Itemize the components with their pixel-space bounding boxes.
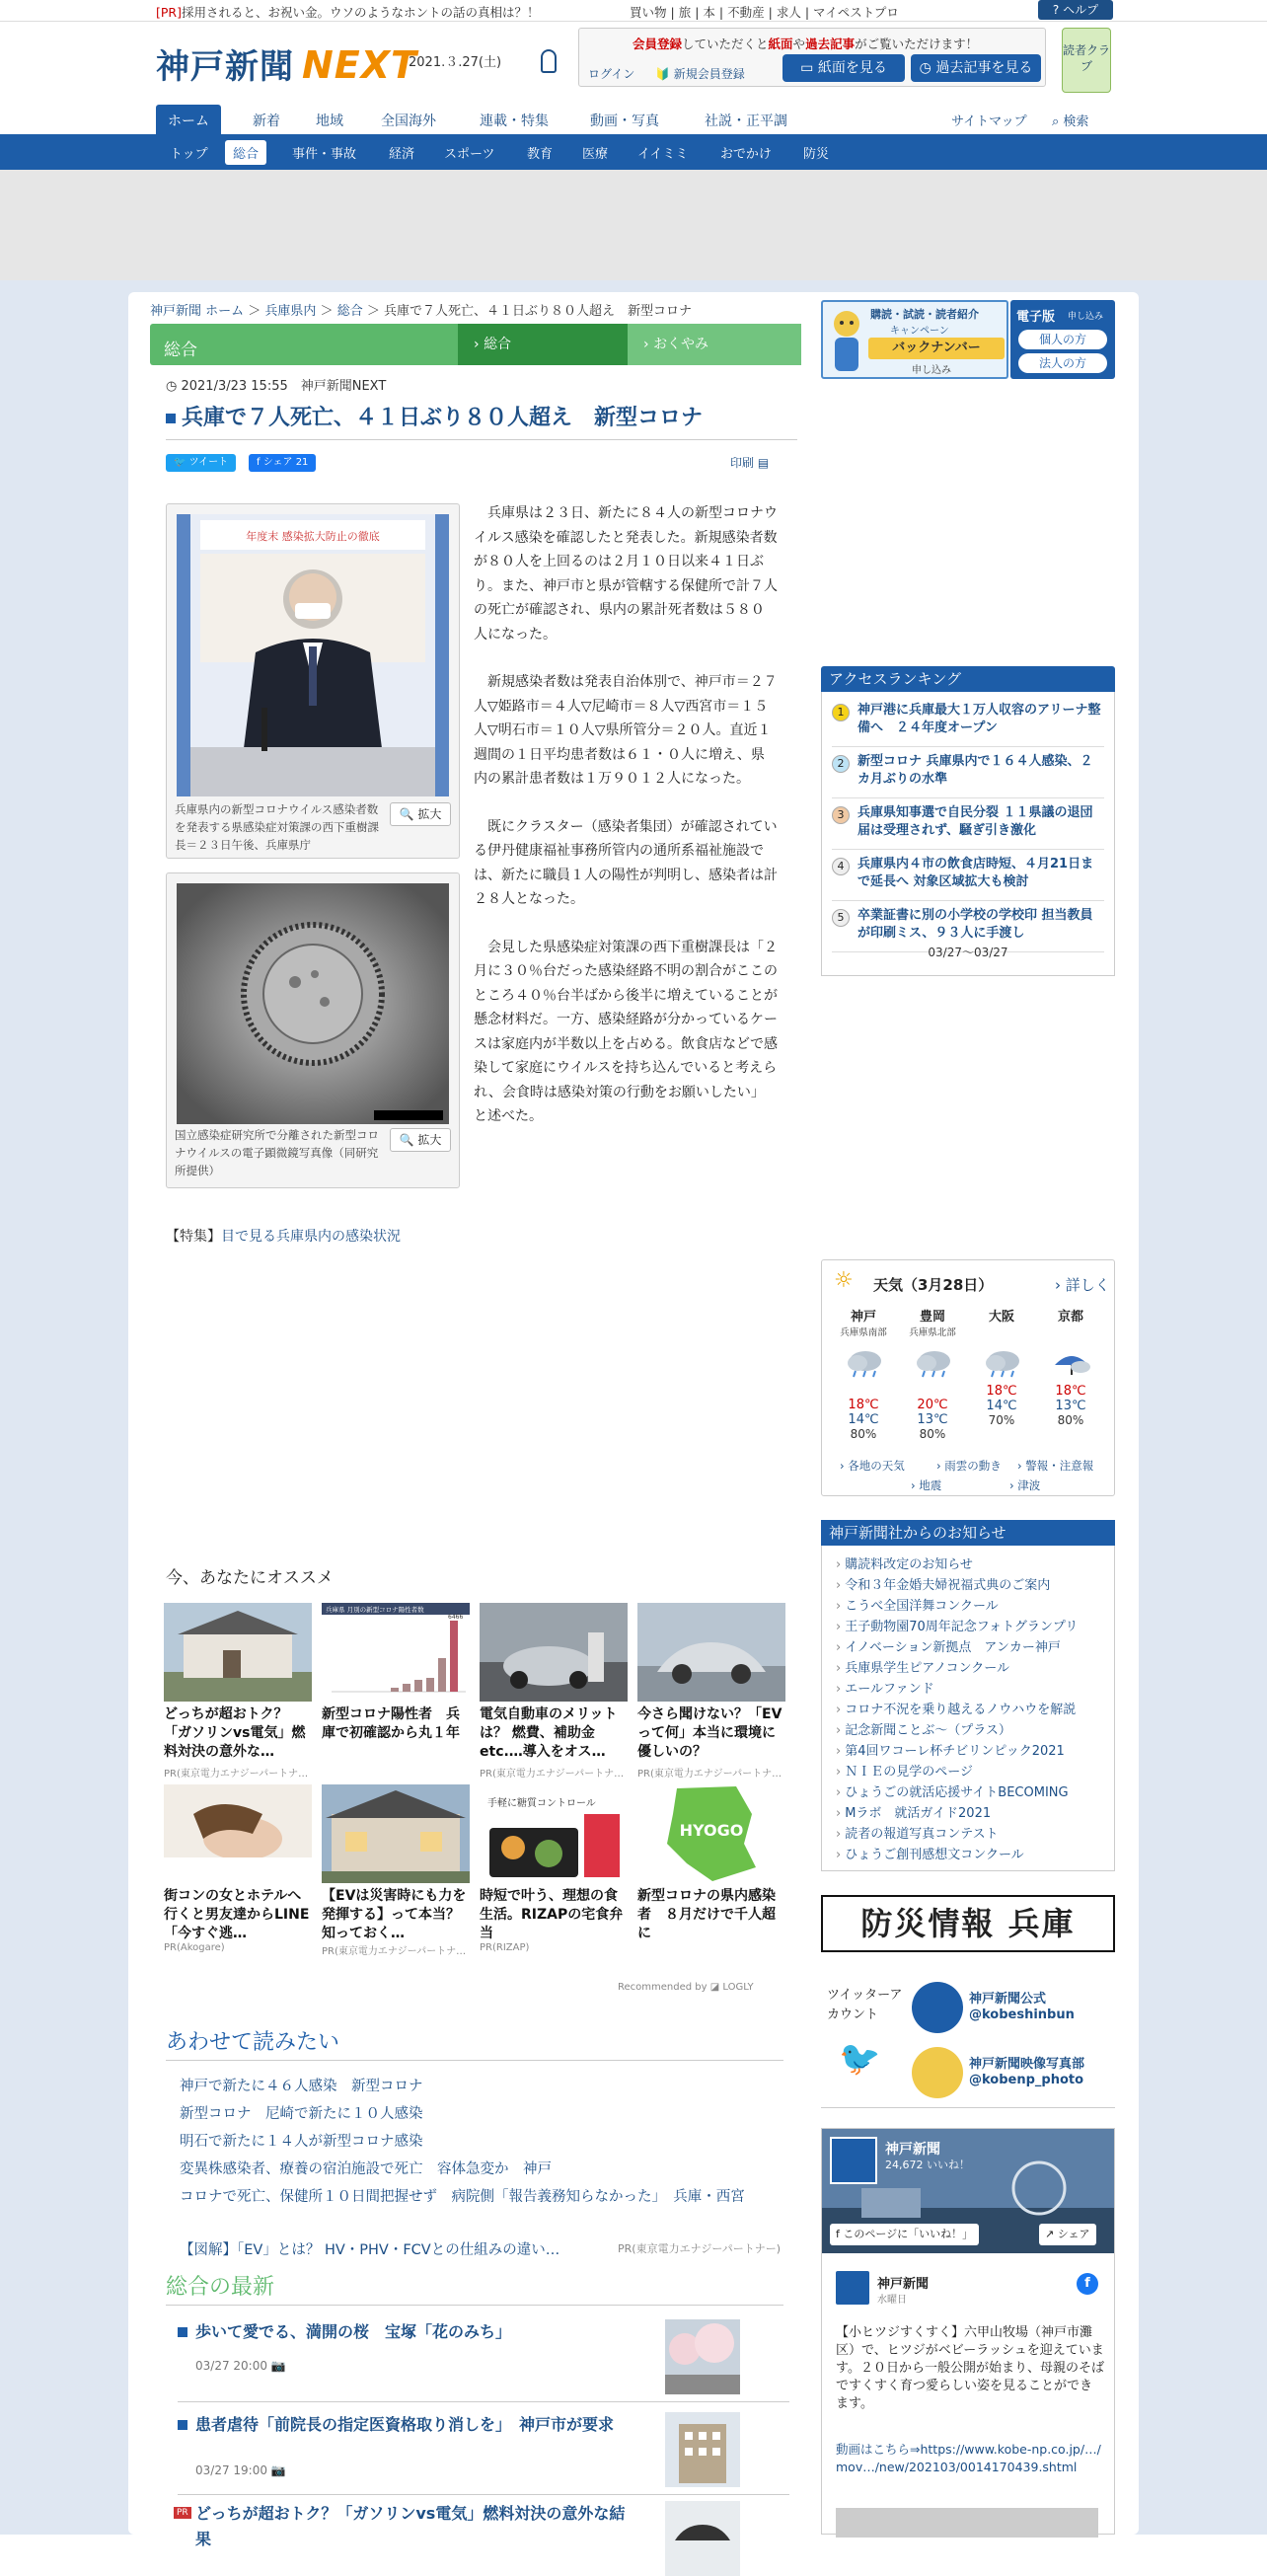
twitter-handle[interactable]: @kobenp_photo (969, 2073, 1084, 2087)
article-paragraph: 既にクラスター（感染者集団）が確認されている伊丹健康福祉事務所管内の通所系福祉施設では、新たに職員１人の陽性が判明し、感染者は計２８人となった。 (474, 818, 778, 907)
service-links: 買い物 | 旅 | 本 | 不動産 | 求人 | マイペストプロ (630, 5, 899, 20)
twitter-label: ツイッターアカウント (827, 1988, 903, 2022)
ranking-item[interactable]: 4 兵庫県内４市の飲食店時短、４月21日まで延長へ 対象区域拡大も検討 (832, 856, 1104, 901)
weather-city[interactable]: 大阪 18℃ 14℃ 70% (972, 1306, 1031, 1427)
latest-item-title: 患者虐待「前院長の指定医資格取り消しを」 神戸市が要求 (195, 2415, 615, 2434)
fb-post-day: 水曜日 (877, 2295, 907, 2306)
zoom-icon: 🔍 (399, 1133, 414, 1147)
article-title: 兵庫で７人死亡、４１日ぶり８０人超え 新型コロナ (166, 401, 797, 440)
pr-link[interactable]: [PR]採用されると、お祝い金。ウソのようなホントの話の真相は？！ (156, 5, 540, 20)
weather-link[interactable]: › 雨雲の動き (936, 1459, 1002, 1473)
article-paragraph: 新規感染者数は発表自治体別で、神戸市＝２７人▽姫路市＝４人▽尼崎市＝８人▽西宮市＝１５人▽明石市＝１０人▽県所管分＝２０人。直近１週間の１日平均患者数は６１・０人に増え、県内の累計患者数は１万９０１２人になった。 (474, 674, 778, 787)
latest-item-time: 03/27 20:00 📷 (195, 2359, 286, 2373)
notice-link[interactable]: › ひょうごの就活応援サイトBECOMING (836, 1781, 1069, 1800)
recommend-item[interactable] (637, 1603, 785, 1780)
latest-item-title: 歩いて愛でる、満開の桜 宝塚「花のみち」 (195, 2322, 512, 2341)
hospital-thumbnail (665, 2412, 740, 2487)
recommend-item[interactable] (480, 1784, 628, 1958)
rank-number: 1 (832, 704, 850, 721)
ranking-item[interactable]: 2 新型コロナ 兵庫県内で１６４人感染、２カ月ぶりの水準 (832, 753, 1104, 798)
twitter-account-name[interactable]: 神戸新聞映像写真部 (969, 2057, 1085, 2072)
notice-link[interactable]: › 購読料改定のお知らせ (836, 1553, 973, 1572)
nav-series[interactable]: 連載・特集 (480, 114, 549, 129)
weather-city[interactable]: 神戸 兵庫県南部 18℃ 14℃ 80% (840, 1310, 887, 1441)
login-link[interactable]: ログイン (588, 67, 635, 81)
breadcrumb-home[interactable]: 神戸新聞 ホーム (150, 304, 245, 319)
ad-banner-area (0, 170, 1267, 280)
notice-link[interactable]: › 兵庫県学生ピアノコンクール (836, 1657, 1009, 1676)
notice-link[interactable]: › イノベーション新拠点 アンカー神戸 (836, 1636, 1061, 1655)
campaign-title: 購読・試読・読者紹介 (870, 308, 979, 321)
virus-micrograph[interactable] (177, 883, 449, 1124)
notice-link[interactable]: › 記念新聞ことぶ〜（プラス） (836, 1719, 1011, 1738)
latest-item-time: 03/27 19:00 📷 (195, 2463, 286, 2477)
fb-post-link[interactable]: 動画はこちら⇒https://www.kobe-np.co.jp/…/mov…/new/202103/0014170439.shtml (836, 2442, 1101, 2474)
svg-text:6466: 6466 (448, 1614, 464, 1621)
weather-city[interactable]: 豊岡 兵庫県北部 20℃ 13℃ 80% (909, 1310, 956, 1441)
press-conference-photo[interactable] (177, 514, 449, 796)
feature-link-row: 【特集】目で見る兵庫県内の感染状況 (166, 1229, 401, 1245)
subnav-item[interactable]: おでかけ (720, 147, 772, 162)
recommend-item[interactable] (164, 1784, 312, 1958)
twitter-account-name[interactable]: 神戸新聞公式 (969, 1992, 1047, 2007)
top-bar (0, 0, 1267, 22)
camera-icon: 📷 (270, 2463, 286, 2477)
individual-button[interactable]: 個人の方 (1018, 330, 1107, 349)
view-paper-button[interactable]: ▭ 紙面を見る (783, 54, 905, 82)
help-button[interactable]: ? ヘルプ (1038, 0, 1113, 20)
recommend-title-text: 【EVは災害時にも力を発揮する】って本当？知っておく… (322, 1888, 467, 1941)
facebook-icon: f (257, 457, 261, 468)
article-body (474, 501, 778, 1153)
weather-link[interactable]: › 地震 (911, 1478, 942, 1492)
fb-post-avatar[interactable] (836, 2271, 869, 2305)
service-link[interactable]: 求人 (776, 5, 801, 20)
nav-national[interactable]: 全国海外 (381, 114, 436, 129)
main-nav (156, 105, 1044, 134)
rank-number: 3 (832, 806, 850, 824)
service-link[interactable]: 買い物 (630, 5, 667, 20)
recommend-title-text: 新型コロナ陽性者 兵庫で初確認から丸１年 (322, 1706, 460, 1741)
ranking-item[interactable]: 3 兵庫県知事選で自民分裂 １１県議の退団届は受理されず、騒ぎ引き激化 (832, 804, 1104, 850)
meal-thumbnail (480, 1784, 628, 1883)
woman-thumbnail (164, 1784, 312, 1883)
recommend-title: 今、あなたにオススメ (166, 1568, 334, 1588)
related-link[interactable]: 【図解】「EV」とは？ HV・PHV・FCVとの仕組みの違い… (180, 2242, 560, 2258)
zoom-icon: 🔍 (399, 807, 414, 821)
ranking-title: アクセスランキング (821, 666, 1115, 692)
tweet-button[interactable]: 🐦 ツイート (166, 454, 236, 472)
breadcrumb: 神戸新聞 ホーム ＞ 兵庫県内 ＞ 総合 ＞ 兵庫で７人死亡、４１日ぶり８０人超え 新型コロナ (150, 304, 692, 319)
weather-city[interactable]: 京都 18℃ 13℃ 80% (1041, 1306, 1100, 1427)
weather-link[interactable]: › 警報・注意報 (1017, 1459, 1094, 1473)
subnav-item[interactable]: イイミミ (637, 147, 689, 162)
sakura-thumbnail (665, 2319, 740, 2394)
hyogo-map-thumbnail (637, 1784, 785, 1883)
recommend-item[interactable] (322, 1603, 470, 1777)
logly-credit[interactable]: Recommended by ◪ LOGLY (618, 1982, 754, 1993)
subnav-item[interactable]: 防災 (803, 147, 830, 162)
subnav-item-active[interactable]: 総合 (225, 140, 266, 165)
recommend-item[interactable] (322, 1784, 470, 1958)
cloud-rain-icon (844, 1349, 885, 1377)
weather-more-link[interactable]: › 詳しく (1055, 1276, 1110, 1294)
campaign-banner[interactable] (821, 300, 1008, 379)
bullet-icon (178, 2420, 187, 2430)
notice-link[interactable]: › 読者の報道写真コンテスト (836, 1823, 999, 1842)
recommend-source: PR(東京電力エナジーパートナ… (164, 1769, 309, 1780)
related-link[interactable]: 新型コロナ 尼崎で新たに１０人感染 (180, 2106, 423, 2122)
category-bar (150, 324, 801, 365)
twitter-accounts (821, 1974, 1115, 2108)
tab-sougou[interactable]: › 総合 (458, 324, 628, 365)
facebook-icon: f (836, 2228, 840, 2240)
notice-link[interactable]: › Mラボ 就活ガイド2021 (836, 1802, 991, 1821)
chart-thumbnail (322, 1603, 470, 1702)
recommend-title-text: 時短で叶う、理想の食生活。RIZAPの宅食弁当 (480, 1888, 624, 1941)
camera-icon: 📷 (270, 2359, 286, 2373)
photo-board-text: 年度末 感染拡大防止の徹底 (246, 530, 380, 543)
facebook-icon[interactable]: f (1077, 2273, 1098, 2295)
denshi-title: 電子版 (1016, 310, 1056, 325)
recommend-item[interactable] (480, 1603, 628, 1780)
sub-nav (0, 134, 1267, 170)
article-datetime: ◷ 2021/3/23 15:55 神戸新聞NEXT (166, 379, 387, 394)
weather-link[interactable]: › 各地の天気 (840, 1459, 905, 1473)
zoom-button-2[interactable]: 🔍 拡大 (390, 1128, 451, 1152)
related-title: あわせて読みたい (166, 2025, 783, 2061)
sitemap-link[interactable]: サイトマップ (951, 114, 1027, 129)
ranking-box (821, 692, 1115, 976)
nav-home[interactable]: ホーム (156, 105, 221, 136)
zoom-button-1[interactable]: 🔍 拡大 (390, 802, 451, 826)
svg-text:手軽に糖質コントロール: 手軽に糖質コントロール (487, 1798, 596, 1809)
search-link[interactable]: ⌕ 検索 (1052, 114, 1089, 129)
recommend-item[interactable] (637, 1784, 785, 1958)
disaster-info-banner[interactable]: 防災情報 兵庫 (821, 1895, 1115, 1952)
related-link[interactable]: 変異株感染者、療養の宿泊施設で死亡 容体急変か 神戸 (180, 2161, 552, 2177)
nav-editorial[interactable]: 社説・正平調 (705, 114, 787, 129)
nav-new[interactable]: 新着 (253, 114, 280, 129)
latest-item[interactable] (178, 2412, 789, 2495)
notice-link[interactable]: › ひょうご創刊感想文コンクール (836, 1844, 1024, 1862)
category-name: 総合 (164, 341, 197, 360)
related-pr-source: PR(東京電力エナジーパートナー) (618, 2242, 782, 2255)
logly-icon: ◪ (709, 1982, 720, 1993)
twitter-icon: 🐦 (174, 457, 186, 468)
service-link[interactable]: 旅 (678, 5, 692, 20)
breadcrumb-current: 兵庫で７人死亡、４１日ぶり８０人超え 新型コロナ (383, 304, 692, 319)
backnumber-sub: 申し込み (912, 365, 951, 376)
bullet-icon (178, 2327, 187, 2337)
notice-link[interactable]: › 王子動物園70周年記念フォトグランプリ (836, 1616, 1078, 1634)
fb-post-author[interactable]: 神戸新聞 (877, 2277, 930, 2292)
notice-link[interactable]: › 令和３年金婚夫婦祝福式典のご案内 (836, 1574, 1050, 1593)
subnav-item[interactable]: 医療 (582, 147, 609, 162)
rank-number: 5 (832, 909, 850, 927)
denshi-sub: 申し込み (1068, 312, 1104, 322)
recommend-title-text: どっちが超おトク？「ガソリンvs電気」燃料対決の意外な… (164, 1706, 306, 1760)
member-promo (578, 28, 1046, 87)
denshi-banner (1010, 300, 1115, 379)
notice-title: 神戸新聞社からのお知らせ (821, 1520, 1115, 1546)
feature-link[interactable]: 目で見る兵庫県内の感染状況 (221, 1229, 401, 1245)
article-paragraph: 兵庫県は２３日、新たに８４人の新型コロナウイルス感染を確認したと発表した。新規感染者数が８０人を上回るのは２月１０日以来４１日ぶり。また、神戸市と県が管轄する保健所で計７人の死亡が確認され、県内の累計死者数は５８０人になった。 (474, 505, 778, 643)
fb-likes-count: 24,672 いいね！ (885, 2159, 970, 2171)
ranking-period: 03/27～03/27 (928, 946, 1008, 959)
recommend-source: PR(Akogare) (164, 1942, 225, 1953)
recommend-source: PR(RIZAP) (480, 1942, 530, 1953)
article-paragraph: 会見した県感染症対策課の西下重樹課長は「２月に３０％台だった感染経路不明の割合がここのところ４０％台半ばから後半に増えていることが懸念材料だ。一方、感染経路が分かっているケースは家庭内が半数以上を占める。飲食店などで感染して家庭にウイルスを持ち込んでいると考えられ、会食時は感染対策の行動をお願いしたい」と述べた。 (474, 939, 778, 1124)
svg-text:HYOGO: HYOGO (679, 1821, 744, 1840)
photo-caption-1: 兵庫県内の新型コロナウイルス感染者数を発表する県感染症対策課の西下重樹課長＝２３日午後、兵庫県庁 (175, 802, 379, 852)
print-icon: ▤ (757, 456, 770, 470)
car-thumbnail (665, 2501, 740, 2576)
recommend-source: PR(東京電力エナジーパートナ… (322, 1946, 467, 1957)
mascot-icon (827, 308, 866, 373)
rank-number: 4 (832, 858, 850, 875)
service-link[interactable]: 本 (703, 5, 715, 20)
notice-link[interactable]: › コロナ不況を乗り越えるノウハウを解説 (836, 1699, 1076, 1717)
weather-widget (821, 1259, 1115, 1496)
search-icon: ⌕ (1052, 114, 1060, 129)
photo-dept-avatar[interactable] (912, 2047, 963, 2098)
notice-box (821, 1546, 1115, 1871)
reader-club-button[interactable]: 読者クラブ (1062, 28, 1111, 93)
twitter-handle[interactable]: @kobeshinbun (969, 2008, 1075, 2022)
pr-badge: PR (174, 2507, 191, 2519)
notice-link[interactable]: › ＮＩＥの見学のページ (836, 1761, 973, 1780)
backnumber-button[interactable]: バックナンバー (868, 338, 1005, 359)
fb-share-button[interactable]: f シェア 21 (249, 454, 316, 472)
fb-share-button[interactable]: ↗ シェア (1039, 2224, 1096, 2245)
ranking-item[interactable]: 5 卒業証書に別の小学校の学校印 担当教員が印刷ミス、９３人に手渡し (832, 907, 1104, 952)
fb-page-logo[interactable] (830, 2137, 877, 2184)
subnav-item[interactable]: トップ (170, 147, 208, 162)
user-icon (541, 49, 557, 73)
recommend-title-text: 電気自動車のメリットは？ 燃費、補助金etc.…導入をオス… (480, 1706, 618, 1760)
breadcrumb-pref[interactable]: 兵庫県内 (264, 304, 317, 319)
recommend-title-text: 街コンの女とホテルへ行くと男友達からLINE「今すぐ逃… (164, 1888, 310, 1941)
kobe-logo-icon[interactable] (912, 1982, 963, 2033)
service-link[interactable]: マイペストプロ (813, 5, 899, 20)
related-link[interactable]: 神戸で新たに４６人感染 新型コロナ (180, 2079, 423, 2094)
notice-link[interactable]: › こうべ全国洋舞コンクール (836, 1595, 999, 1614)
facebook-widget (821, 2128, 1115, 2535)
related-link[interactable]: コロナで死亡、保健所１０日間把握せず 病院側「報告義務知らなかった」 兵庫・西宮 (180, 2189, 745, 2205)
recommend-source: PR(東京電力エナジーパートナ… (637, 1769, 783, 1780)
site-header (0, 22, 1267, 134)
svg-text:兵庫県 月別の新型コロナ陽性者数: 兵庫県 月別の新型コロナ陽性者数 (326, 1606, 424, 1614)
clock-icon: ◷ (166, 379, 178, 394)
service-link[interactable]: 不動産 (727, 5, 765, 20)
recommend-title-text: 今さら聞けない？「EVって何」本当に環境に優しいの？ (637, 1706, 783, 1760)
latest-item[interactable] (177, 2501, 789, 2548)
print-button[interactable]: 印刷 ▤ (730, 456, 770, 470)
weather-link[interactable]: › 津波 (1009, 1478, 1041, 1492)
weather-title: 天気（3月28日） (873, 1276, 994, 1294)
related-link[interactable]: 明石で新たに１４人が新型コロナ感染 (180, 2134, 423, 2150)
fb-post-text: 【小ヒツジすくすく】六甲山牧場（神戸市灘区）で、ヒツジがベビーラッシュを迎えています。２０日から一般公開が始まり、母親のそばですくすく育つ愛らしい姿を見ることができます。 (836, 2325, 1104, 2411)
fb-post-image[interactable] (836, 2508, 1098, 2538)
site-logo[interactable]: 神戸新聞 NEXT (156, 43, 417, 87)
nav-region[interactable]: 地域 (316, 114, 343, 129)
ev-charging-thumbnail (480, 1603, 628, 1702)
latest-item-title: どっちが超おトク？「ガソリンvs電気」燃料対決の意外な結果 (195, 2504, 626, 2548)
fb-like-button[interactable]: f このページに「いいね！」 (830, 2224, 979, 2245)
sun-icon: ☼ (834, 1268, 854, 1293)
recommend-item[interactable] (164, 1603, 312, 1780)
past-articles-button[interactable]: ◷ 過去記事を見る (911, 54, 1041, 82)
breadcrumb-category[interactable]: 総合 (336, 304, 363, 319)
photo-caption-2: 国立感染症研究所で分離された新型コロナウイルスの電子顕微鏡写真像（同研究所提供） (175, 1128, 379, 1177)
fb-page-name[interactable]: 神戸新聞 (885, 2142, 940, 2158)
current-date: 2021.３.27(土) (409, 55, 502, 70)
umbrella-icon (1051, 1349, 1092, 1377)
latest-title: 総合の最新 (166, 2270, 783, 2306)
cloud-rain-icon (982, 1349, 1023, 1377)
house-thumbnail (164, 1603, 312, 1702)
notice-link[interactable]: › 第4回ワコーレ杯チビリンピック2021 (836, 1740, 1065, 1759)
house-night-thumbnail (322, 1784, 470, 1883)
subnav-item[interactable]: スポーツ (444, 147, 495, 162)
campaign-sub: キャンペーン (890, 326, 949, 337)
subnav-item[interactable]: 経済 (389, 147, 415, 162)
cloud-rain-icon (913, 1349, 954, 1377)
corporate-button[interactable]: 法人の方 (1018, 353, 1107, 373)
recommend-title-text: 新型コロナの県内感染者 ８月だけで千人超に (637, 1888, 776, 1941)
tab-okuyami[interactable]: › おくやみ (628, 324, 801, 365)
subnav-item[interactable]: 事件・事故 (292, 147, 357, 162)
subnav-item[interactable]: 教育 (527, 147, 554, 162)
photo-box-2 (166, 872, 460, 1188)
promo-text: 会員登録していただくと紙面や過去記事がご覧いただけます！ (633, 37, 979, 51)
ev-car-thumbnail (637, 1603, 785, 1702)
nav-video[interactable]: 動画・写真 (590, 114, 659, 129)
rank-number: 2 (832, 755, 850, 773)
latest-item[interactable] (178, 2319, 789, 2402)
notice-link[interactable]: › エールファンド (836, 1678, 934, 1697)
recommend-source: PR(東京電力エナジーパートナ… (480, 1769, 625, 1780)
register-link[interactable]: 🔰 新規会員登録 (655, 67, 745, 81)
twitter-icon: 🐦 (839, 2039, 881, 2079)
photo-box-1 (166, 503, 460, 859)
ranking-item[interactable]: 1 神戸港に兵庫最大１万人収容のアリーナ整備へ ２４年度オープン (832, 702, 1104, 747)
